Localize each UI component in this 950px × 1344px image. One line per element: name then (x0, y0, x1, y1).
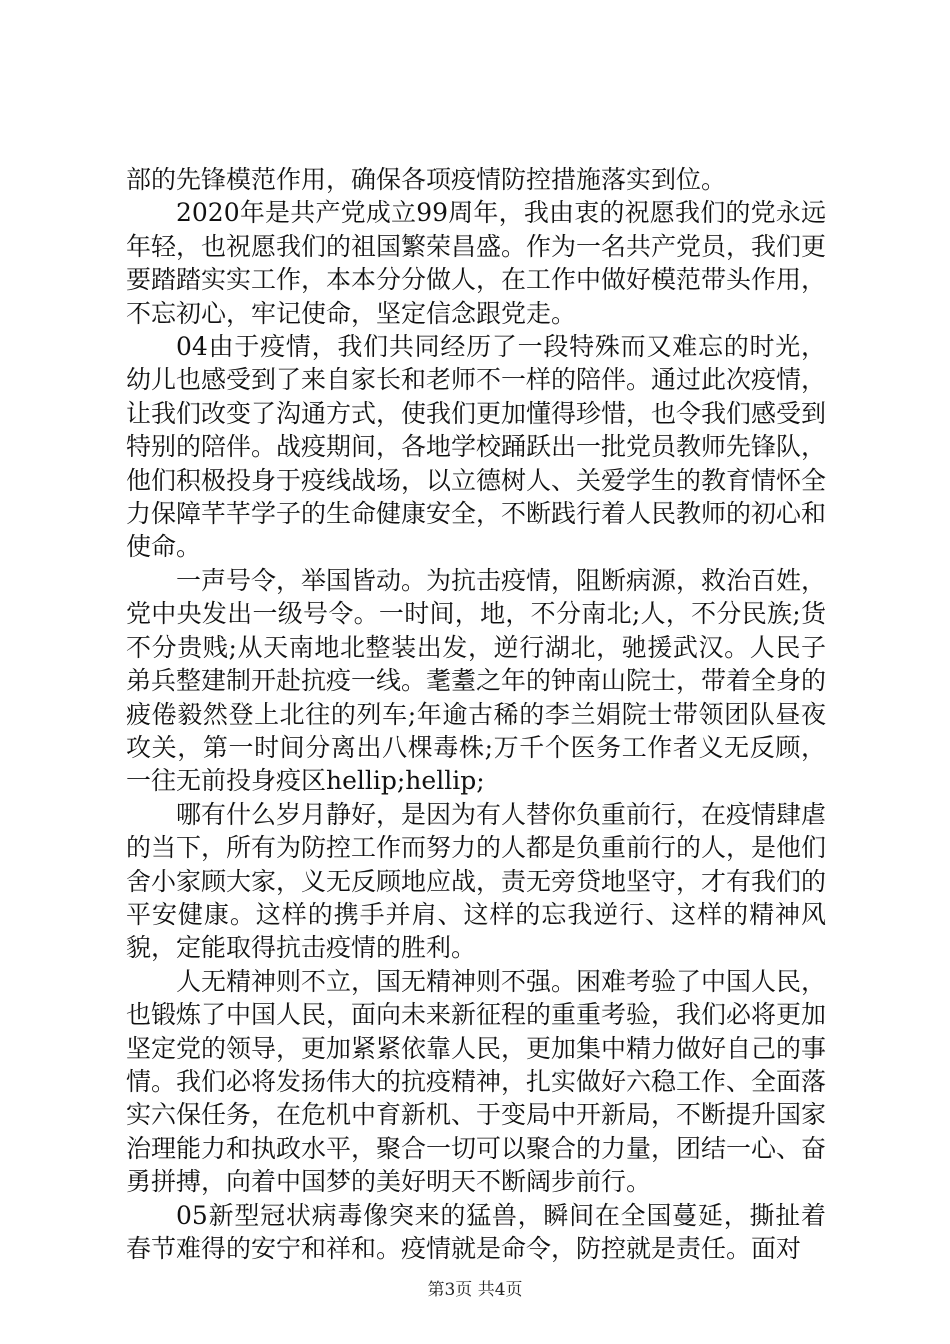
paragraph-national-mobilization: 一声号令，举国皆动。为抗击疫情，阻断病源，救治百姓，党中央发出一级号令。一时间，地，不分南北;人，不分民族;货不分贵贱;从天南地北整装出发，逆行湖北，驰援武汉。人民子弟兵整建制开赴抗疫一线。耄耋之年的钟南山院士，带着全身的疲倦毅然登上北往的列车;年逾古稀的李兰娟院士带领团队昼夜攻关，第一时间分离出八棵毒株;万千个医务工作者义无反顾，一往无前投身疫区hellip;hellip; (126, 565, 827, 796)
page-number-footer: 第3页 共4页 (427, 1280, 523, 1300)
document-body (126, 163, 826, 1265)
paragraph-04-teachers: 04由于疫情，我们共同经历了一段特殊而又难忘的时光，幼儿也感受到了来自家长和老师不一样的陪伴。通过此次疫情，让我们改变了沟通方式，使我们更加懂得珍惜，也令我们感受到特别的陪伴。战疫期间，各地学校踊跃出一批党员教师先锋队，他们积极投身于疫线战场，以立德树人、关爱学生的教育情怀全力保障芊芊学子的生命健康安全，不断践行着人民教师的初心和使命。 (126, 332, 827, 562)
paragraph-national-spirit: 人无精神则不立，国无精神则不强。困难考验了中国人民，也锻炼了中国人民，面向未来新征程的重重考验，我们必将更加坚定党的领导，更加紧紧依靠人民，更加集中精力做好自己的事情。我们必将发扬伟大的抗疫精神，扎实做好六稳工作、全面落实六保任务，在危机中育新机、于变局中开新局，不断提升国家治理能力和执政水平，聚合一切可以聚合的力量，团结一心、奋勇拼搏，向着中国梦的美好明天不断阔步前行。 (126, 966, 827, 1197)
paragraph-05-virus: 05新型冠状病毒像突来的猛兽，瞬间在全国蔓延，撕扯着春节难得的安宁和祥和。疫情就是命令，防控就是责任。面对 (126, 1200, 826, 1263)
paragraph-carrying-burden: 哪有什么岁月静好，是因为有人替你负重前行，在疫情肆虐的当下，所有为防控工作而努力的人都是负重前行的人，是他们舍小家顾大家，义无反顾地应战，责无旁贷地坚守，才有我们的平安健康。这样的携手并肩、这样的忘我逆行、这样的精神风貌，定能取得抗击疫情的胜利。 (126, 799, 827, 963)
paragraph-continuation: 部的先锋模范作用，确保各项疫情防控措施落实到位。 (126, 165, 727, 194)
paragraph-party-anniversary: 2020年是共产党成立99周年，我由衷的祝愿我们的党永远年轻，也祝愿我们的祖国繁荣昌盛。作为一名共产党员，我们更要踏踏实实工作，本本分分做人，在工作中做好模范带头作用，不忘初心，牢记使命，坚定信念跟党走。 (126, 198, 827, 328)
